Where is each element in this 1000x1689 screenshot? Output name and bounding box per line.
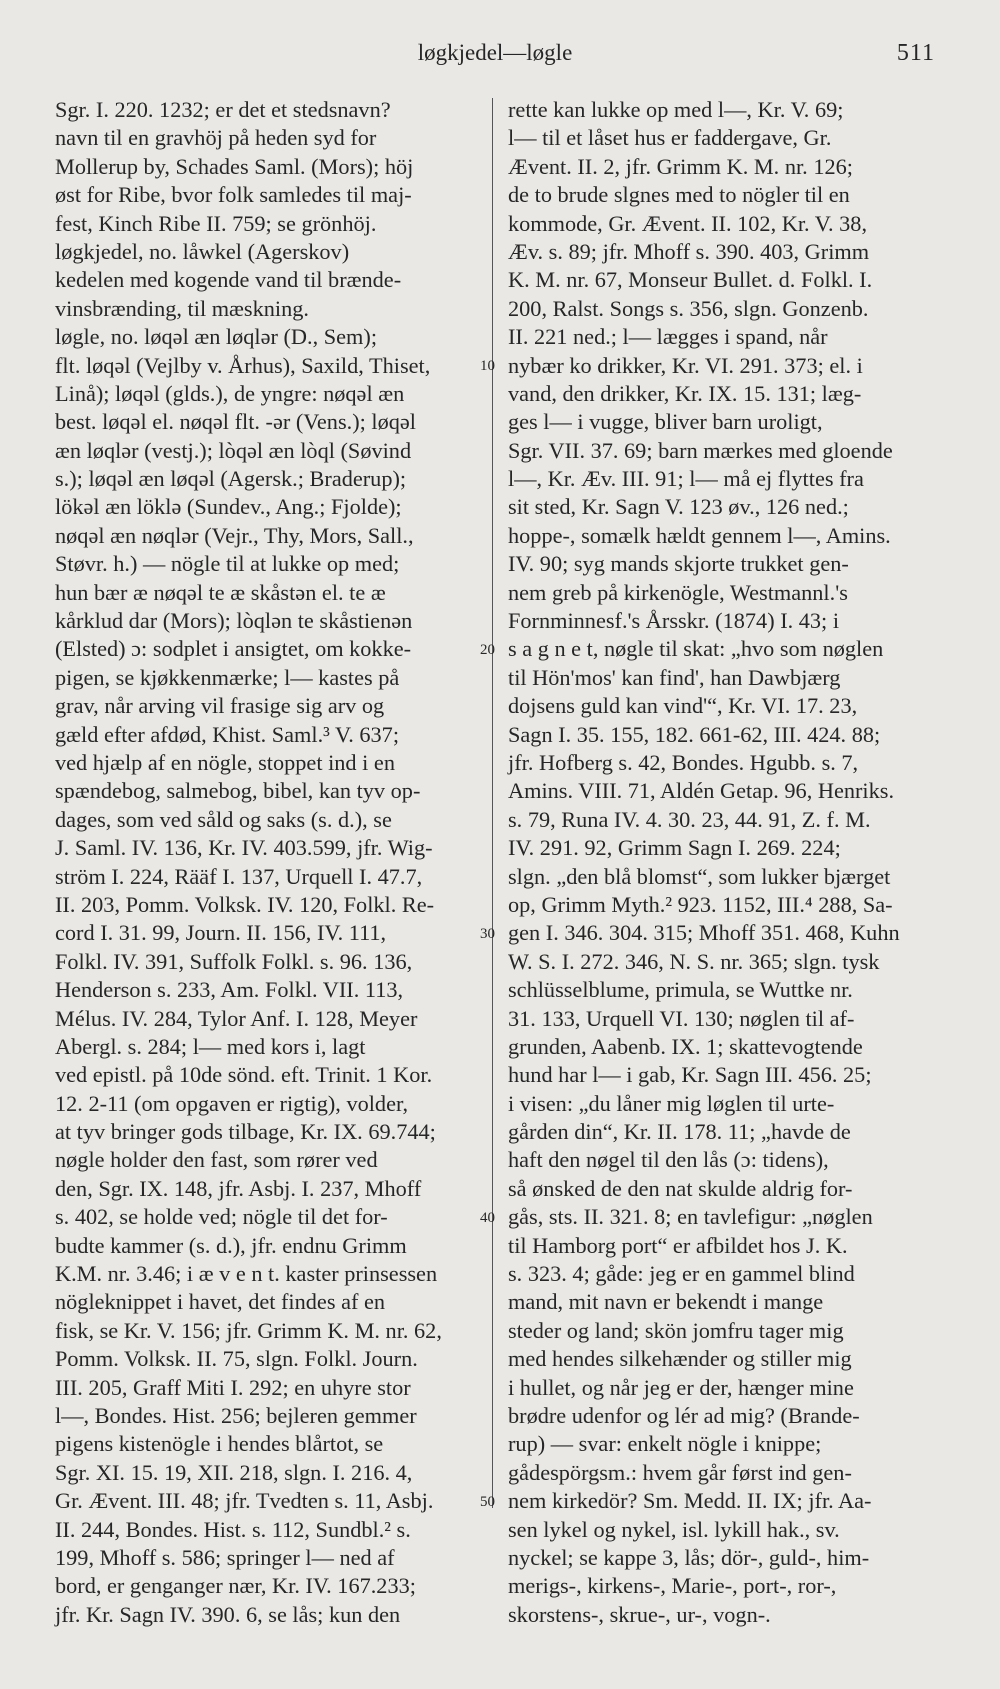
text-line: s. 402, se holde ved; nögle til det for-	[55, 1204, 388, 1230]
text-line: Sagn I. 35. 155, 182. 661-62, III. 424. 88;	[508, 721, 881, 747]
text-line: Linå); løqəl (glds.), de yngre: nøqəl æn	[55, 380, 405, 406]
text-line: IV. 90; syg mands skjorte trukket gen-	[508, 551, 849, 577]
text-line: i hullet, og når jeg er der, hænger mine	[508, 1374, 854, 1400]
text-line: nögleknippet i havet, det findes af en	[55, 1289, 386, 1315]
text-line: jfr. Hofberg s. 42, Bondes. Hgubb. s. 7,	[508, 749, 859, 775]
text-line: s. 79, Runa IV. 4. 30. 23, 44. 91, Z. f. M.	[508, 806, 871, 832]
line-number-marker: 40	[480, 1209, 495, 1226]
text-line: navn til en gravhöj på heden syd for	[55, 125, 377, 151]
text-line: Henderson s. 233, Am. Folkl. VII. 113,	[55, 977, 404, 1003]
text-line: steder og land; skön jomfru tager mig	[508, 1317, 844, 1343]
text-line: merigs-, kirkens-, Marie-, port-, ror-,	[508, 1573, 837, 1599]
text-line: Sgr. I. 220. 1232; er det et stedsnavn?	[55, 97, 391, 122]
text-line: Fornminnesf.'s Årsskr. (1874) I. 43; i	[508, 608, 840, 634]
text-line: gås, sts. II. 321. 8; en tavlefigur: „nøglen	[508, 1204, 873, 1230]
text-line: bord, er genganger nær, Kr. IV. 167.233;	[55, 1573, 416, 1599]
text-line: Pomm. Volksk. II. 75, slgn. Folkl. Journ.	[55, 1346, 418, 1372]
text-line: Ævent. II. 2, jfr. Grimm K. M. nr. 126;	[508, 153, 853, 179]
text-line: flt. løqəl (Vejlby v. Århus), Saxild, Thiset,	[55, 352, 431, 378]
text-line: Gr. Ævent. III. 48; jfr. Tvedten s. 11, Asbj.	[55, 1488, 434, 1514]
line-number-marker: 10	[480, 357, 495, 374]
text-line: schlüsselblume, primula, se Wuttke nr.	[508, 977, 853, 1003]
text-line: den, Sgr. IX. 148, jfr. Asbj. I. 237, Mhoff	[55, 1175, 422, 1201]
text-line: Mélus. IV. 284, Tylor Anf. I. 128, Meyer	[55, 1005, 418, 1031]
text-line: gen I. 346. 304. 315; Mhoff 351. 468, Kuhn	[508, 920, 900, 946]
text-line: W. S. I. 272. 346, N. S. nr. 365; slgn. tysk	[508, 948, 880, 974]
running-title: løgkjedel—løgle	[417, 40, 573, 65]
text-line: 200, Ralst. Songs s. 356, slgn. Gonzenb.	[508, 295, 869, 321]
line-number-marker: 30	[480, 925, 495, 942]
text-line: op, Grimm Myth.² 923. 1152, III.⁴ 288, Sa-	[508, 891, 893, 917]
text-line: l—, Kr. Æv. III. 91; l— må ej flyttes fra	[508, 466, 864, 492]
text-line: vand, den drikker, Kr. IX. 15. 131; læg-	[508, 380, 862, 406]
text-line: Æv. s. 89; jfr. Mhoff s. 390. 403, Grimm	[508, 238, 870, 264]
text-line: II. 244, Bondes. Hist. s. 112, Sundbl.² s.	[55, 1516, 411, 1542]
text-line: sen lykel og nykel, isl. lykill hak., sv.	[508, 1516, 840, 1542]
text-line: l— til et låset hus er faddergave, Gr.	[508, 125, 832, 151]
text-line: K.M. nr. 3.46; i æ v e n t. kaster prinsessen	[55, 1261, 438, 1287]
text-line: Sgr. XI. 15. 19, XII. 218, slgn. I. 216. 4,	[55, 1459, 413, 1485]
text-line: pigen, se kjøkkenmærke; l— kastes på	[55, 664, 400, 690]
text-line: dages, som ved såld og saks (s. d.), se	[55, 806, 392, 832]
text-line: pigens kistenögle i hendes blårtot, se	[55, 1431, 384, 1457]
text-line: rette kan lukke op med l—, Kr. V. 69;	[508, 97, 844, 122]
text-line: s a g n e t, nøgle til skat: „hvo som nøglen	[508, 636, 884, 662]
text-line: 31. 133, Urquell VI. 130; nøglen til af-	[508, 1005, 855, 1031]
text-line: Mollerup by, Schades Saml. (Mors); höj	[55, 153, 414, 179]
text-line: l—, Bondes. Hist. 256; bejleren gemmer	[55, 1402, 417, 1428]
page-header	[55, 40, 935, 80]
text-line: ström I. 224, Rääf I. 137, Urquell I. 47.7,	[55, 863, 423, 889]
text-line: nyckel; se kappe 3, lås; dör-, guld-, him-	[508, 1544, 870, 1570]
text-line: fisk, se Kr. V. 156; jfr. Grimm K. M. nr. 62,	[55, 1317, 442, 1343]
line-number-marker: 20	[480, 641, 495, 658]
line-number-marker: 50	[480, 1493, 495, 1510]
text-line: III. 205, Graff Miti I. 292; en uhyre stor	[55, 1374, 411, 1400]
text-line: hoppe-, somælk hældt gennem l—, Amins.	[508, 522, 891, 548]
text-line: mand, mit navn er bekendt i mange	[508, 1289, 824, 1315]
text-line: gården din“, Kr. II. 178. 11; „havde de	[508, 1119, 851, 1145]
text-line: fest, Kinch Ribe II. 759; se grönhöj.	[55, 210, 377, 236]
text-line: kårklud dar (Mors); lòqlən te skåstienən	[55, 608, 413, 634]
text-line: (Elsted) ɔ: sodplet i ansigtet, om kokke-	[55, 636, 412, 662]
text-line: 12. 2-11 (om opgaven er rigtig), volder,	[55, 1090, 409, 1116]
text-line: nøgle holder den fast, som rører ved	[55, 1147, 378, 1173]
text-line: s.); løqəl æn løqəl (Agersk.; Braderup);	[55, 466, 407, 492]
text-line: løgkjedel, no. låwkel (Agerskov)	[55, 238, 350, 264]
text-line: rup) — svar: enkelt nögle i knippe;	[508, 1431, 822, 1457]
text-line: med hendes silkehænder og stiller mig	[508, 1346, 852, 1372]
text-line: hund har l— i gab, Kr. Sagn III. 456. 25;	[508, 1062, 872, 1088]
text-line: at tyv bringer gods tilbage, Kr. IX. 69.744;	[55, 1119, 436, 1145]
text-line: dojsens guld kan vind'“, Kr. VI. 17. 23,	[508, 693, 858, 719]
text-line: spændebog, salmebog, bibel, kan tyv op-	[55, 778, 421, 804]
text-line: øst for Ribe, bvor folk samledes til maj-	[55, 182, 412, 208]
text-line: Støvr. h.) — nögle til at lukke op med;	[55, 551, 400, 577]
text-line: de to brude slgnes med to nögler til en	[508, 182, 850, 208]
text-line: grav, når arving vil frasige sig arv og	[55, 693, 385, 719]
text-line: J. Saml. IV. 136, Kr. IV. 403.599, jfr. Wig-	[55, 835, 433, 861]
text-line: i visen: „du låner mig løglen til urte-	[508, 1090, 835, 1116]
text-line: hun bær æ nøqəl te æ skåstən el. te æ	[55, 579, 386, 605]
text-line: så ønsked de den nat skulde aldrig for-	[508, 1175, 853, 1201]
text-line: gådespörgsm.: hvem går først ind gen-	[508, 1459, 852, 1485]
text-line: skorstens-, skrue-, ur-, vogn-.	[508, 1601, 771, 1627]
text-line: sit sted, Kr. Sagn V. 123 øv., 126 ned.;	[508, 494, 849, 520]
text-line: haft den nøgel til den lås (ɔ: tidens),	[508, 1147, 829, 1173]
text-line: til Hön'mos' kan find', han Dawbjærg	[508, 664, 841, 690]
text-line: s. 323. 4; gåde: jeg er en gammel blind	[508, 1261, 855, 1287]
left-column	[55, 96, 483, 1629]
text-line: jfr. Kr. Sagn IV. 390. 6, se lås; kun den	[55, 1601, 401, 1627]
text-line: lökəl æn löklə (Sundev., Ang.; Fjolde);	[55, 494, 402, 520]
text-line: nem kirkedör? Sm. Medd. II. IX; jfr. Aa-	[508, 1488, 872, 1514]
text-line: løgle, no. løqəl æn løqlər (D., Sem);	[55, 324, 378, 350]
text-line: nem greb på kirkenögle, Westmannl.'s	[508, 579, 848, 605]
text-line: budte kammer (s. d.), jfr. endnu Grimm	[55, 1232, 407, 1258]
text-line: nybær ko drikker, Kr. VI. 291. 373; el. i	[508, 352, 863, 378]
text-line: slgn. „den blå blomst“, som lukker bjærget	[508, 863, 891, 889]
text-line: 199, Mhoff s. 586; springer l— ned af	[55, 1544, 395, 1570]
text-line: gæld efter afdød, Khist. Saml.³ V. 637;	[55, 721, 400, 747]
text-line: kommode, Gr. Ævent. II. 102, Kr. V. 38,	[508, 210, 868, 236]
text-line: K. M. nr. 67, Monseur Bullet. d. Folkl. I.	[508, 267, 873, 293]
text-line: II. 221 ned.; l— lægges i spand, når	[508, 324, 828, 350]
page-number: 511	[896, 40, 935, 66]
text-line: IV. 291. 92, Grimm Sagn I. 269. 224;	[508, 835, 841, 861]
text-line: nøqəl æn nøqlər (Vejr., Thy, Mors, Sall.,	[55, 522, 414, 548]
text-line: best. løqəl el. nøqəl flt. -ər (Vens.); løqəl	[55, 409, 416, 435]
text-line: cord I. 31. 99, Journ. II. 156, IV. 111,	[55, 920, 387, 946]
text-line: Folkl. IV. 391, Suffolk Folkl. s. 96. 136,	[55, 948, 413, 974]
text-line: æn løqlər (vestj.); lòqəl æn lòql (Søvind	[55, 437, 412, 463]
text-line: kedelen med kogende vand til brænde-	[55, 267, 402, 293]
text-line: ved hjælp af en nögle, stoppet ind i en	[55, 749, 395, 775]
text-line: brødre udenfor og lér ad mig? (Brande-	[508, 1402, 860, 1428]
text-line: ges l— i vugge, bliver barn uroligt,	[508, 409, 823, 435]
text-line: Abergl. s. 284; l— med kors i, lagt	[55, 1033, 366, 1059]
text-line: til Hamborg port“ er afbildet hos J. K.	[508, 1232, 848, 1258]
right-column	[508, 96, 936, 1629]
column-divider	[492, 98, 493, 1508]
text-line: II. 203, Pomm. Volksk. IV. 120, Folkl. Re-	[55, 891, 435, 917]
text-line: ved epistl. på 10de sönd. eft. Trinit. 1 Kor.	[55, 1062, 433, 1088]
text-line: vinsbrænding, til mæskning.	[55, 295, 309, 321]
text-line: Sgr. VII. 37. 69; barn mærkes med gloende	[508, 437, 893, 463]
text-line: grunden, Aabenb. IX. 1; skattevogtende	[508, 1033, 863, 1059]
text-line: Amins. VIII. 71, Aldén Getap. 96, Henriks.	[508, 778, 895, 804]
